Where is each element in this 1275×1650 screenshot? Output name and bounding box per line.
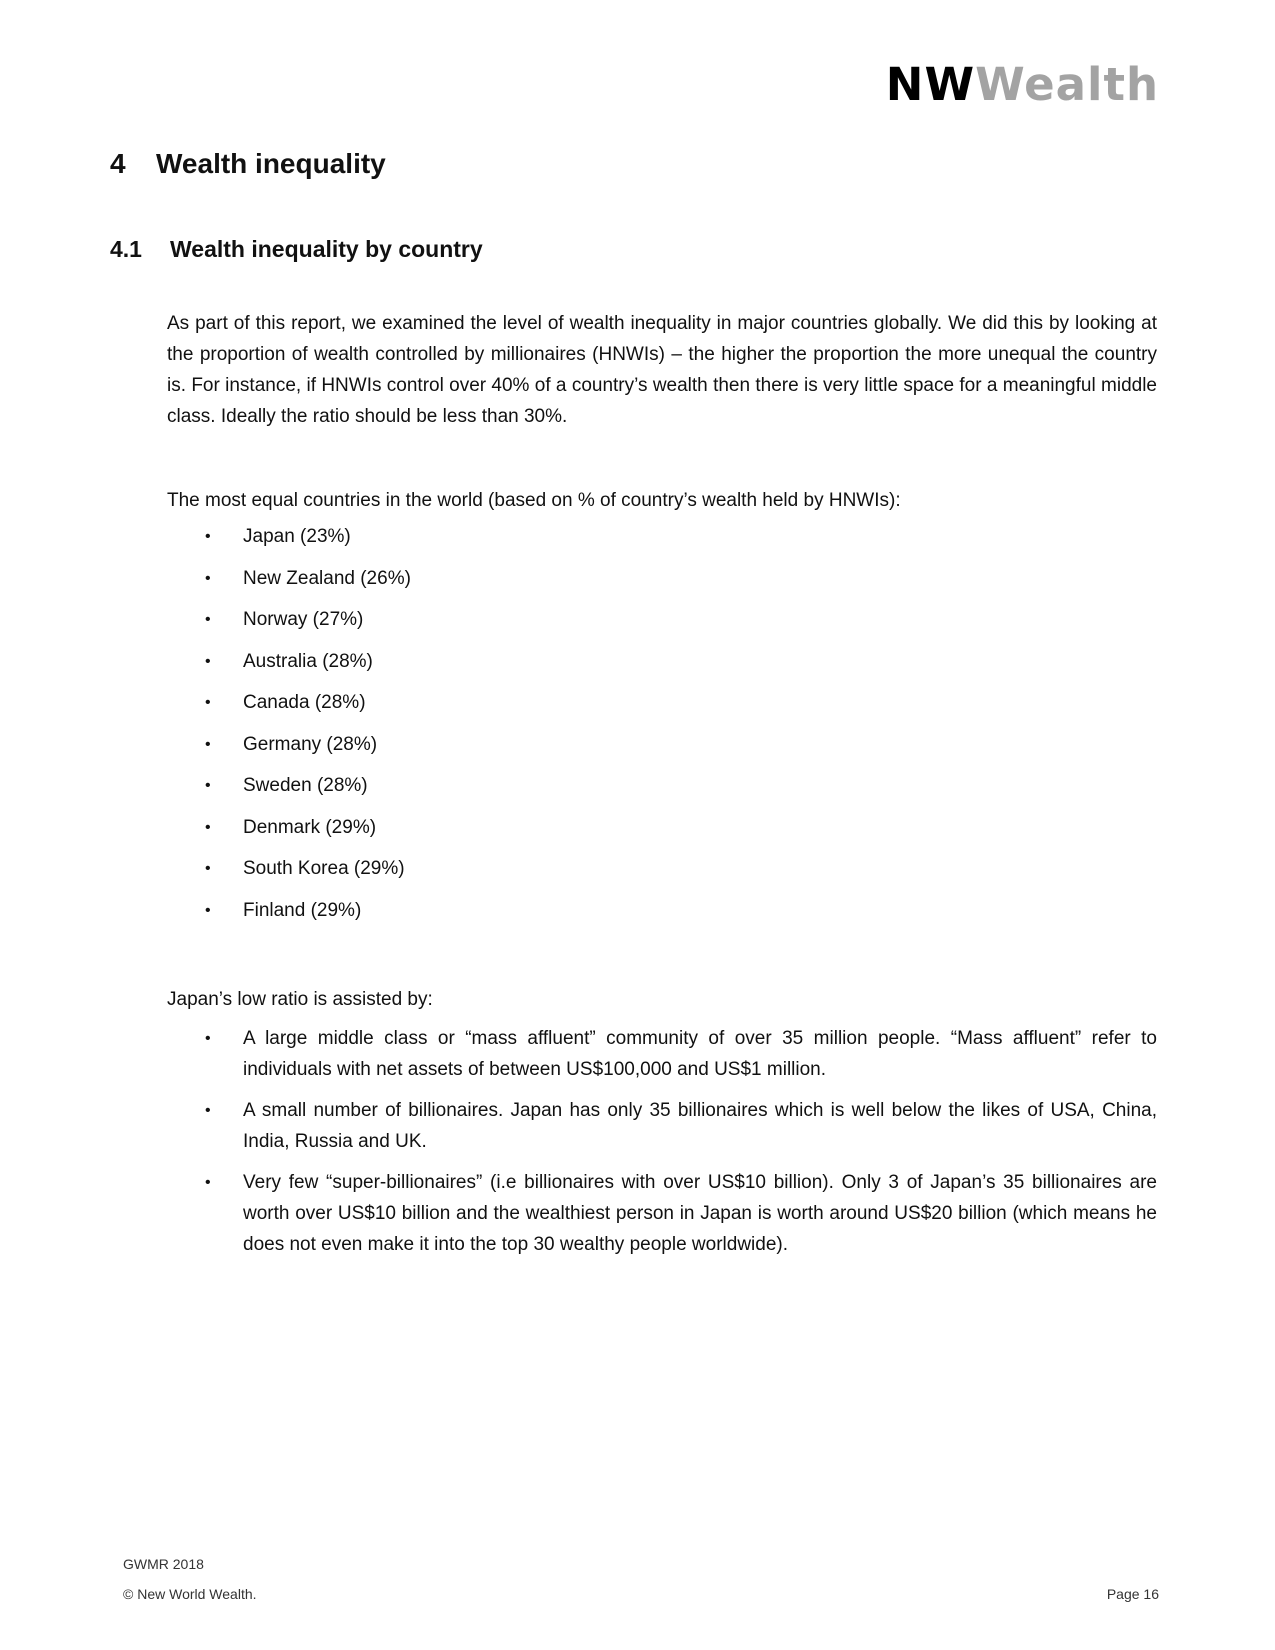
logo-part-nw: NW (885, 58, 976, 111)
intro-block (167, 308, 1157, 432)
country-entry: Germany (28%) (243, 733, 378, 755)
bullet-icon: • (205, 777, 211, 794)
bullet-icon: • (205, 1174, 211, 1191)
reason-text: A large middle class or “mass affluent” community of over 35 million people. “Mass affluent” refer to individuals with net assets of between US$100,000 and US$1 million. (243, 1028, 1157, 1080)
bullet-icon: • (205, 1030, 211, 1047)
list-item (205, 608, 1157, 650)
subsection-number: 4.1 (110, 236, 142, 262)
country-entry: Norway (27%) (243, 609, 364, 630)
nwwealth-logo (885, 58, 1159, 111)
list-item (205, 899, 1157, 941)
bullet-icon: • (205, 694, 211, 711)
list-item (205, 567, 1157, 609)
reason-text: Very few “super-billionaires” (i.e billionaires with over US$10 billion). Only 3 of Japan’s 35 billionaires are worth over US$10 billion and the wealthiest person in Japan is worth around US$20 billion (which means he does not even make it into the top 30 wealthy people worldwide). (243, 1172, 1157, 1255)
list-item (205, 816, 1157, 858)
japan-reasons-intro-block (167, 984, 1157, 1015)
bullet-icon: • (205, 818, 211, 836)
equal-countries-list (205, 525, 1157, 940)
bullet-icon: • (205, 528, 211, 545)
list-item (205, 1095, 1157, 1157)
footer-report-label: GWMR 2018 (123, 1556, 204, 1572)
list-item (205, 1023, 1157, 1085)
equal-countries-intro: The most equal countries in the world (based on % of country’s wealth held by HNWIs): (167, 490, 901, 511)
reason-text: A small number of billionaires. Japan has only 35 billionaires which is well below the likes of USA, China, India, Russia and UK. (243, 1100, 1157, 1152)
section-heading (110, 148, 386, 180)
list-item (205, 857, 1157, 899)
list-item (205, 691, 1157, 733)
bullet-icon: • (205, 901, 211, 919)
bullet-icon: • (205, 735, 211, 753)
intro-paragraph: As part of this report, we examined the level of wealth inequality in major countries globally. We did this by looking at the proportion of wealth controlled by millionaires (HNWIs) – the higher the proportion the more unequal the country is. For instance, if HNWIs control over 40% of a country’s wealth then there is very little space for a meaningful middle class. Ideally the ratio should be less than 30%. (167, 313, 1157, 427)
section-number: 4 (110, 148, 126, 179)
country-entry: New Zealand (26%) (243, 567, 411, 589)
logo-part-wealth: Wealth (975, 58, 1159, 111)
country-entry: Canada (28%) (243, 692, 366, 713)
japan-reasons-list (205, 1023, 1157, 1270)
equal-countries-intro-block (167, 485, 1157, 516)
section-title: Wealth inequality (156, 148, 386, 179)
list-item (205, 733, 1157, 775)
footer-copyright: © New World Wealth. (123, 1586, 257, 1602)
subsection-heading (110, 236, 483, 263)
country-entry: Denmark (29%) (243, 816, 377, 838)
country-entry: Australia (28%) (243, 650, 373, 672)
list-item (205, 774, 1157, 816)
country-entry: South Korea (29%) (243, 858, 405, 879)
japan-reasons-intro: Japan’s low ratio is assisted by: (167, 989, 433, 1010)
list-item (205, 525, 1157, 567)
country-entry: Japan (23%) (243, 526, 351, 547)
bullet-icon: • (205, 1102, 211, 1119)
list-item (205, 650, 1157, 692)
country-entry: Finland (29%) (243, 899, 362, 921)
list-item (205, 1167, 1157, 1260)
bullet-icon: • (205, 611, 211, 628)
subsection-title: Wealth inequality by country (170, 236, 483, 262)
bullet-icon: • (205, 860, 211, 877)
country-entry: Sweden (28%) (243, 775, 368, 796)
footer-page-number: Page 16 (1106, 1586, 1159, 1602)
bullet-icon: • (205, 569, 211, 587)
bullet-icon: • (205, 652, 211, 670)
